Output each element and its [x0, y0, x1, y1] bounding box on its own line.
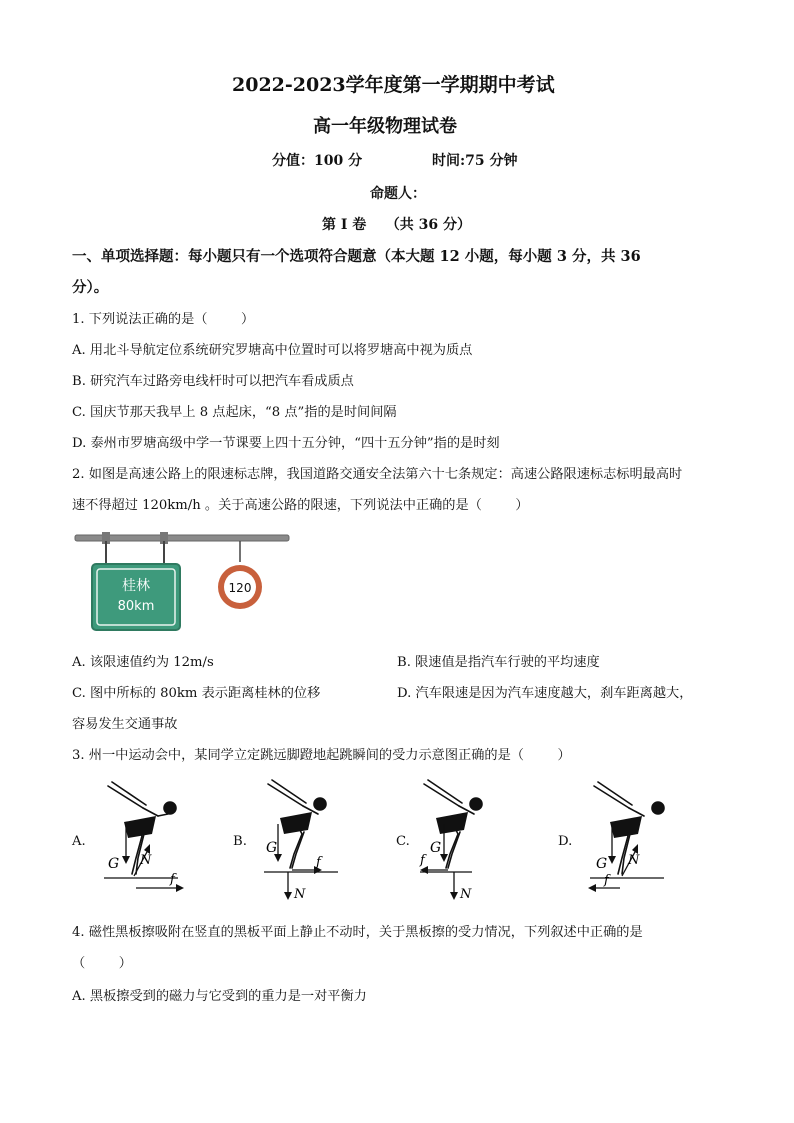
force-f-d: f [604, 873, 609, 888]
q3-figure-b [258, 776, 358, 902]
q2-option-c: C. 图中所标的 80km 表示距离桂林的位移 [72, 686, 321, 701]
q1-option-b: B. 研究汽车过路旁电线杆时可以把汽车看成质点 [72, 374, 354, 389]
author-info: 命题人： [370, 186, 426, 202]
force-g-c: G [430, 840, 442, 856]
q2-stem-line1: 2. 如图是高速公路上的限速标志牌，我国道路交通安全法第六十七条规定：高速公路限速标志标明最高时 [72, 467, 683, 482]
q4-stem: 4. 磁性黑板擦吸附在竖直的黑板平面上静止不动时，关于黑板擦的受力情况，下列叙述中正确的是 [72, 925, 643, 940]
force-n-d: N [628, 853, 640, 868]
q1-stem: 1. 下列说法正确的是（ ） [72, 312, 255, 327]
exam-title: 2022-2023学年度第一学期期中考试 [232, 74, 555, 96]
q1-option-a: A. 用北斗导航定位系统研究罗塘高中位置时可以将罗塘高中视为质点 [72, 343, 473, 358]
score-info: 分值：100 分 [272, 153, 363, 169]
speed-sign-figure [72, 530, 302, 635]
force-n-a: N [140, 853, 152, 868]
force-f-b: f [316, 855, 321, 870]
force-n-c: N [460, 887, 472, 902]
q3-stem: 3. 州一中运动会中，某同学立定跳远脚蹬地起跳瞬间的受力示意图正确的是（ ） [72, 748, 571, 763]
q3-figure-a [98, 778, 198, 900]
q1-option-c: C. 国庆节那天我早上 8 点起床，“8 点”指的是时间间隔 [72, 405, 397, 420]
part-heading: 第 I 卷 （共 36 分） [322, 217, 472, 233]
q3-figure-c [414, 776, 514, 902]
force-f-a: f [170, 872, 175, 887]
speed-limit-value: 120 [228, 581, 252, 595]
direction-sign-board [92, 564, 180, 630]
q1-option-d: D. 泰州市罗塘高级中学一节课要上四十五分钟，“四十五分钟”指的是时刻 [72, 436, 500, 451]
time-info: 时间:75 分钟 [432, 153, 518, 169]
exam-subtitle: 高一年级物理试卷 [313, 116, 457, 137]
sign-city: 桂林 [122, 578, 150, 594]
q2-option-b: B. 限速值是指汽车行驶的平均速度 [397, 655, 600, 670]
q4-paren: （ ） [72, 956, 132, 971]
sign-distance: 80km [117, 599, 155, 614]
q3-option-a-label: A. [72, 834, 86, 849]
force-g-a: G [108, 856, 120, 872]
q3-option-d-label: D. [558, 834, 573, 849]
force-n-b: N [294, 887, 306, 902]
q2-option-a: A. 该限速值约为 12m/s [72, 655, 214, 670]
section-instructions-line2: 分）。 [72, 279, 109, 296]
q2-stem-line2: 速不得超过 120km/h 。关于高速公路的限速，下列说法中正确的是（ ） [72, 498, 529, 513]
q4-option-a: A. 黑板擦受到的磁力与它受到的重力是一对平衡力 [72, 989, 367, 1004]
section-instructions-line1: 一、单项选择题：每小题只有一个选项符合题意（本大题 12 小题，每小题 3 分，共 36 [72, 248, 641, 265]
q2-option-d: D. 汽车限速是因为汽车速度越大，刹车距离越大， [397, 686, 693, 701]
force-g-d: G [596, 856, 608, 872]
q3-option-b-label: B. [233, 834, 247, 849]
force-g-b: G [266, 840, 278, 856]
q2-option-d-cont: 容易发生交通事故 [72, 717, 178, 732]
force-f-c: f [420, 853, 425, 868]
q3-option-c-label: C. [396, 834, 410, 849]
q3-figure-d [584, 778, 684, 900]
